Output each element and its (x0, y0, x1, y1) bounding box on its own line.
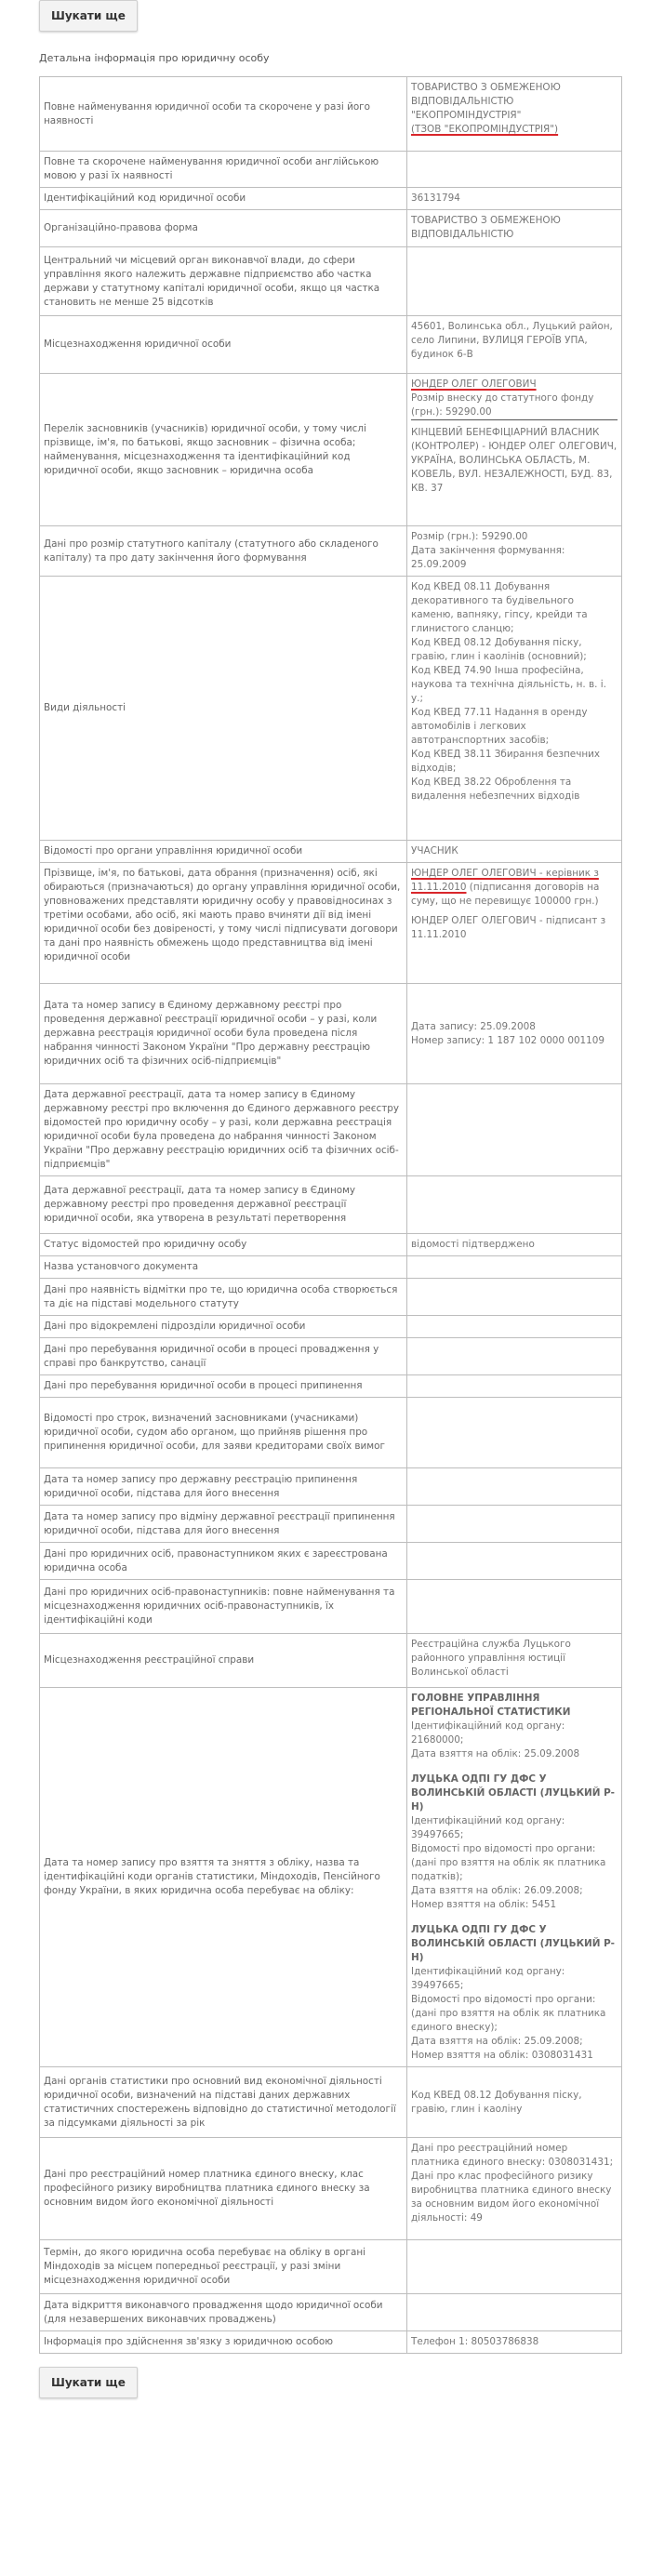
table-row (40, 2331, 622, 2354)
table-row (40, 374, 622, 526)
row-value-full-name-en (407, 152, 622, 188)
tax-org-line: Дата взяття на облік: 26.09.2008; (411, 1885, 583, 1896)
row-label-management: Відомості про органи управління юридичної особи (40, 841, 407, 863)
founder-contribution: Розмір внеску до статутного фонду (грн.): 59290.00 (411, 392, 618, 420)
short-name-text: (ТЗОВ "ЕКОПРОМІНДУСТРІЯ") (411, 124, 559, 135)
tax-org-line: Ідентифікаційний код органу: 39497665; (411, 1815, 565, 1840)
table-row (40, 863, 622, 984)
table-row (40, 1543, 622, 1580)
row-label-termination-reg: Дата та номер запису про державну реєстрацію припинення юридичної особи, підстава для його внесення (40, 1468, 407, 1506)
table-row (40, 2138, 622, 2240)
tax-org-name: ГОЛОВНЕ УПРАВЛІННЯ РЕГІОНАЛЬНОЇ СТАТИСТИКИ (411, 1693, 571, 1718)
row-value-registration-case: Реєстраційна служба Луцького районного управління юстиції Волинської області (407, 1634, 622, 1688)
table-row (40, 1398, 622, 1468)
row-value-termination-process (407, 1375, 622, 1398)
row-label-bankruptcy: Дані про перебування юридичної особи в процесі провадження у справі про банкрутство, санації (40, 1338, 407, 1375)
row-label-full-name: Повне найменування юридичної особи та скорочене у разі його наявності (40, 77, 407, 152)
row-label-registration-case: Місцезнаходження реєстраційної справи (40, 1634, 407, 1688)
row-value-activities (407, 577, 622, 841)
row-label-contacts: Інформація про здійснення зв'язку з юридичною особою (40, 2331, 407, 2354)
row-label-model-statute: Дані про наявність відмітки про те, що юридична особа створюється та діє на підставі модельного статуту (40, 1279, 407, 1316)
row-value-legal-form: ТОВАРИСТВО З ОБМЕЖЕНОЮ ВІДПОВІДАЛЬНІСТЮ (407, 210, 622, 247)
activity-item: Код КВЕД 08.12 Добування піску, гравію, глин і каолінів (основний); (411, 637, 587, 662)
table-row (40, 316, 622, 374)
row-value-successors (407, 1580, 622, 1634)
table-row (40, 247, 622, 316)
capital-amount: Розмір (грн.): 59290.00 (411, 531, 528, 542)
row-value-successor-of (407, 1543, 622, 1580)
row-label-activities: Види діяльності (40, 577, 407, 841)
table-row (40, 1316, 622, 1338)
table-row (40, 984, 622, 1084)
row-label-founders: Перелік засновників (учасників) юридичної особи, у тому числі прізвище, ім'я, по батькові, якщо засновник – фізична особа; найменування, місцезнаходження та ідентифікаційний код юридичної особи, якщо засновник – юридична особа (40, 374, 407, 526)
row-value-separated (407, 1316, 622, 1338)
table-row (40, 841, 622, 863)
row-label-termination-process: Дані про перебування юридичної особи в процесі припинення (40, 1375, 407, 1398)
row-label-tax-records: Дата та номер запису про взяття та зняття з обліку, назва та ідентифікаційні коди органів статистики, Міндоходів, Пенсійного фонду України, в яких юридична особа перебуває на обліку: (40, 1688, 407, 2067)
table-row (40, 1506, 622, 1543)
tax-org-line: Дата взяття на облік: 25.09.2008 (411, 1748, 580, 1759)
row-value-contacts: Телефон 1: 80503786838 (407, 2331, 622, 2354)
table-row (40, 2240, 622, 2294)
row-label-registry-transform: Дата державної реєстрації, дата та номер запису в Єдиному державному реєстрі про проведення державної реєстрації юридичної особи, яка утворена в результаті перетворення (40, 1176, 407, 1234)
record-number: Номер запису: 1 187 102 0000 001109 (411, 1034, 605, 1046)
table-row (40, 1375, 622, 1398)
row-label-registry-record: Дата та номер запису в Єдиному державному реєстрі про проведення державної реєстрації юридичної особи – у разі, коли державна реєстрація юридичної особи була проведена після набрання чинності Законом України "Про державну реєстрацію юридичних осіб та фізичних осіб-підприємців" (40, 984, 407, 1084)
table-row (40, 1256, 622, 1279)
row-label-founding-doc: Назва установчого документа (40, 1256, 407, 1279)
table-row (40, 1634, 622, 1688)
table-row (40, 77, 622, 152)
row-value-registry-inclusion (407, 1084, 622, 1176)
tax-org-line: Ідентифікаційний код органу: 39497665; (411, 1966, 565, 1991)
row-label-registry-inclusion: Дата державної реєстрації, дата та номер запису в Єдиному державному реєстрі про включення до Єдиного державного реєстру відомостей про юридичну особу – у разі, коли державна реєстрація юридичної особи була проведена до набрання чинності Законом України "Про державну реєстрацію юридичних осіб та фізичних осіб-підприємців" (40, 1084, 407, 1176)
row-value-contribution-class: Дані про реєстраційний номер платника єдиного внеску: 0308031431; Дані про клас професійного ризику виробництва платника єдиного внеску за основним видом його економічної діяльності: 49 (407, 2138, 622, 2240)
row-label-full-name-en: Повне та скорочене найменування юридичної особи англійською мовою у разі їх наявності (40, 152, 407, 188)
row-label-central-organ: Центральний чи місцевий орган виконавчої влади, до сфери управління якого належить державне підприємство або частка держави у статутному капіталі юридичної особи, якщо ця частка становить не менше 25 відсотків (40, 247, 407, 316)
capital-date: Дата закінчення формування: 25.09.2009 (411, 545, 565, 570)
table-row (40, 1580, 622, 1634)
row-value-bankruptcy (407, 1338, 622, 1375)
head-date: 11.11.2010 (411, 882, 467, 893)
row-value-model-statute (407, 1279, 622, 1316)
activity-item: Код КВЕД 74.90 Інша професійна, наукова та технічна діяльність, н. в. і. у.; (411, 665, 606, 704)
row-value-central-organ (407, 247, 622, 316)
row-value-registry-record (407, 984, 622, 1084)
row-value-termination-cancel (407, 1506, 622, 1543)
founder-name: ЮНДЕР ОЛЕГ ОЛЕГОВИЧ (411, 378, 537, 390)
row-value-status: відомості підтверджено (407, 1234, 622, 1256)
table-row (40, 210, 622, 247)
row-label-main-activity: Дані органів статистики про основний вид економічної діяльності юридичної особи, визначений на підставі даних державних статистичних спостережень відповідно до статистичної методології за підсумками діяльності за рік (40, 2067, 407, 2138)
row-label-location: Місцезнаходження юридичної особи (40, 316, 407, 374)
head-rest: (підписання договорів на суму, що не перевищує 100000 грн.) (411, 882, 600, 907)
entity-details-table (39, 76, 622, 2354)
tax-org-line: Відомості про відомості про органи: (дані про взяття на облік як платника єдиного внеску); (411, 1994, 606, 2033)
row-value-mindohodiv-term (407, 2240, 622, 2294)
table-row (40, 577, 622, 841)
table-row (40, 188, 622, 210)
table-row (40, 526, 622, 577)
row-value-founding-doc (407, 1256, 622, 1279)
activity-item: Код КВЕД 08.11 Добування декоративного та будівельного каменю, вапняку, гіпсу, крейди та глинистого сланцю; (411, 581, 588, 634)
tax-org-line: Дата взяття на облік: 25.09.2008; (411, 2036, 583, 2047)
row-label-claims-term: Відомості про строк, визначений засновниками (учасниками) юридичної особи, судом або органом, що прийняв рішення про припинення юридичної особи, для заяви кредиторами своїх вимог (40, 1398, 407, 1468)
row-label-successors: Дані про юридичних осіб-правонаступників: повне найменування та місцезнаходження юридичних осіб-правонаступників, їх ідентифікаційні коди (40, 1580, 407, 1634)
row-value-main-activity: Код КВЕД 08.12 Добування піску, гравію, глин і каоліну (407, 2067, 622, 2138)
tax-org-line: Номер взяття на облік: 5451 (411, 1899, 557, 1910)
full-name-text: ТОВАРИСТВО З ОБМЕЖЕНОЮ ВІДПОВІДАЛЬНІСТЮ "ЕКОПРОМІНДУСТРІЯ" (411, 82, 561, 121)
activity-item: Код КВЕД 38.22 Оброблення та видалення небезпечних відходів (411, 777, 580, 802)
table-row (40, 1688, 622, 2067)
row-label-mindohodiv-term: Термін, до якого юридична особа перебуває на обліку в органі Міндоходів за місцем попередньої реєстрації, у разі зміни місцезнаходження юридичної особи (40, 2240, 407, 2294)
tax-org-line: Номер взяття на облік: 0308031431 (411, 2050, 593, 2061)
table-row (40, 2294, 622, 2331)
row-label-successor-of: Дані про юридичних осіб, правонаступником яких є зареєстрована юридична особа (40, 1543, 407, 1580)
row-label-legal-form: Організаційно-правова форма (40, 210, 407, 247)
signer-info: ЮНДЕР ОЛЕГ ОЛЕГОВИЧ - підписант з 11.11.2010 (411, 915, 606, 940)
row-value-founders (407, 374, 622, 526)
table-row (40, 152, 622, 188)
table-row (40, 1279, 622, 1316)
row-value-signers (407, 863, 622, 984)
row-value-management: УЧАСНИК (407, 841, 622, 863)
activity-item: Код КВЕД 77.11 Надання в оренду автомобілів і легкових автотранспортних засобів; (411, 707, 588, 746)
head-name: ЮНДЕР ОЛЕГ ОЛЕГОВИЧ - керівник з (411, 868, 599, 879)
activity-item: Код КВЕД 38.11 Збирання безпечних відходів; (411, 749, 601, 774)
table-row (40, 2067, 622, 2138)
row-label-capital: Дані про розмір статутного капіталу (статутного або складеного капіталу) та про дату закінчення його формування (40, 526, 407, 577)
row-value-location: 45601, Волинська обл., Луцький район, село Липини, ВУЛИЦЯ ГЕРОЇВ УПА, будинок 6-В (407, 316, 622, 374)
row-label-separated: Дані про відокремлені підрозділи юридичної особи (40, 1316, 407, 1338)
search-again-button-bottom[interactable]: Шукати ще (39, 2367, 138, 2398)
row-value-enforcement (407, 2294, 622, 2331)
row-label-signers: Прізвище, ім'я, по батькові, дата обрання (призначення) осіб, які обираються (призначаються) до органу управління юридичної особи, уповноважених представляти юридичну особу у правовідносинах з третіми особами, або осіб, які мають право вчиняти дії від імені юридичної особи без довіреності, у тому числі підписувати договори та дані про наявність обмежень щодо представництва від імені юридичної особи (40, 863, 407, 984)
page-caption: Детальна інформація про юридичну особу (39, 52, 270, 64)
row-value-code: 36131794 (407, 188, 622, 210)
row-value-full-name (407, 77, 622, 152)
search-again-button-top[interactable]: Шукати ще (39, 0, 138, 32)
tax-org-line: Ідентифікаційний код органу: 21680000; (411, 1720, 565, 1746)
row-label-code: Ідентифікаційний код юридичної особи (40, 188, 407, 210)
row-label-enforcement: Дата відкриття виконавчого провадження щодо юридичної особи (для незавершених виконавчих проваджень) (40, 2294, 407, 2331)
row-label-contribution-class: Дані про реєстраційний номер платника єдиного внеску, клас професійного ризику виробництва платника єдиного внеску за основним видом його економічної діяльності (40, 2138, 407, 2240)
tax-org-line: Відомості про відомості про органи: (дані про взяття на облік як платника податків); (411, 1843, 606, 1882)
row-label-termination-cancel: Дата та номер запису про відміну державної реєстрації припинення юридичної особи, підстава для його внесення (40, 1506, 407, 1543)
row-value-termination-reg (407, 1468, 622, 1506)
tax-org-name: ЛУЦЬКА ОДПІ ГУ ДФС У ВОЛИНСЬКІЙ ОБЛАСТІ (ЛУЦЬКИЙ Р-Н) (411, 1773, 615, 1812)
table-row (40, 1338, 622, 1375)
beneficiary-prefix: КІНЦЕВИЙ БЕНЕФІЦІАРНИЙ ВЛАСНИК (КОНТРОЛЕР) - (411, 427, 600, 452)
record-date: Дата запису: 25.09.2008 (411, 1020, 536, 1032)
row-label-status: Статус відомостей про юридичну особу (40, 1234, 407, 1256)
table-row (40, 1234, 622, 1256)
row-value-tax-records (407, 1688, 622, 2067)
beneficiary-info: ЮНДЕР ОЛЕГ ОЛЕГОВИЧ, УКРАЇНА, ВОЛИНСЬКА ОБЛАСТЬ, М. КОВЕЛЬ, ВУЛ. НЕЗАЛЕЖНОСТІ, БУД. 83, КВ. 37 (411, 441, 618, 494)
tax-org-name: ЛУЦЬКА ОДПІ ГУ ДФС У ВОЛИНСЬКІЙ ОБЛАСТІ (ЛУЦЬКИЙ Р-Н) (411, 1924, 615, 1963)
table-row (40, 1468, 622, 1506)
table-row (40, 1176, 622, 1234)
row-value-registry-transform (407, 1176, 622, 1234)
row-value-claims-term (407, 1398, 622, 1468)
row-value-capital (407, 526, 622, 577)
table-row (40, 1084, 622, 1176)
